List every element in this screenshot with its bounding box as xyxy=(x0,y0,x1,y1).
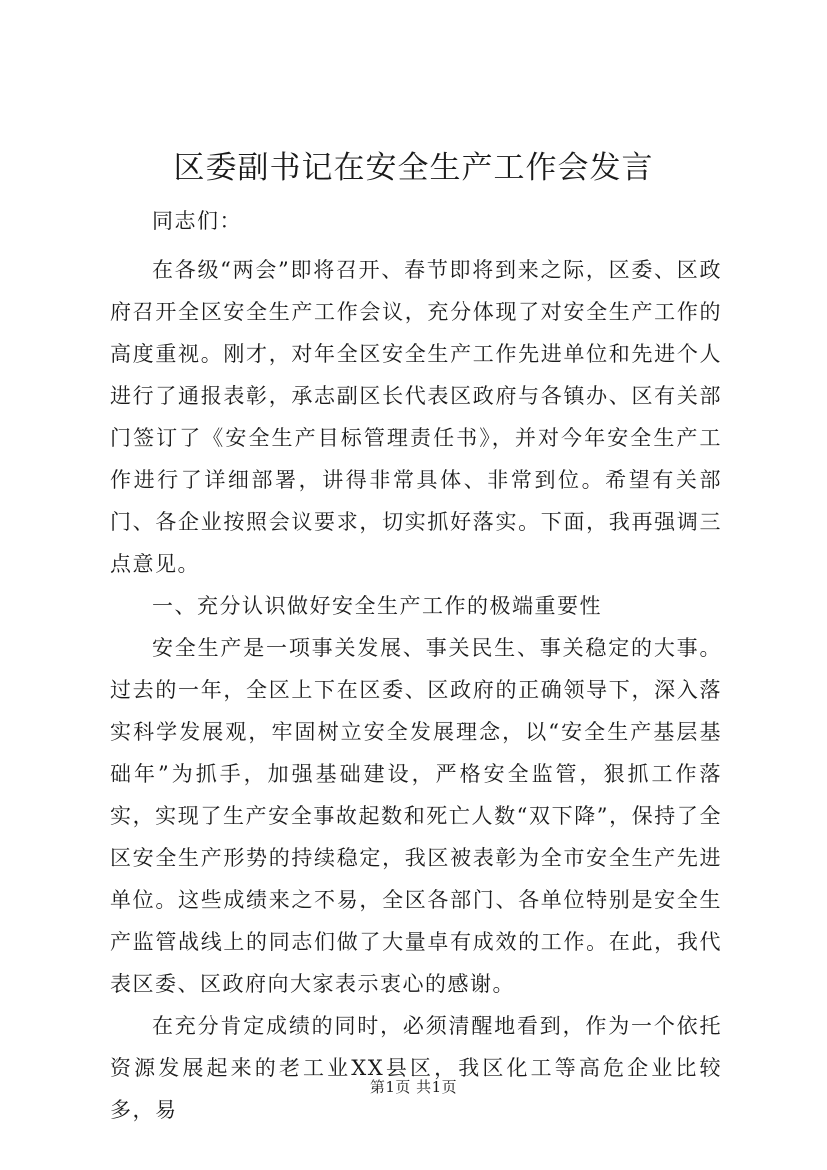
page-number-footer: 第1页 共1页 xyxy=(369,1078,458,1096)
salutation: 同志们： xyxy=(152,209,242,233)
paragraph: 在各级“两会”即将召开、春节即将到来之际，区委、区政府召开全区安全生产工作会议，充分体现了对安全生产工作的高度重视。刚才，对年全区安全生产工作先进单位和先进个人进行了通报表彰，承志副区长代表区政府与各镇办、区有关部门签订了《安全生产目标管理责任书》，并对今年安全生产工作进行了详细部署，讲得非常具体、非常到位。希望有关部门、各企业按照会议要求，切实抓好落实。下面，我再强调三点意见。 xyxy=(110,258,722,576)
document-body xyxy=(110,200,722,1131)
section-heading: 一、充分认识做好安全生产工作的极端重要性 xyxy=(152,594,602,618)
paragraph: 在充分肯定成绩的同时，必须清醒地看到，作为一个依托资源发展起来的老工业XX县区，我区化工等高危企业比较多，易 xyxy=(110,1014,722,1122)
document-title: 区委副书记在安全生产工作会发言 xyxy=(173,150,654,186)
paragraph: 安全生产是一项事关发展、事关民生、事关稳定的大事。过去的一年，全区上下在区委、区政府的正确领导下，深入落实科学发展观，牢固树立安全发展理念，以“安全生产基层基础年”为抓手，加强基础建设，严格安全监管，狠抓工作落实，实现了生产安全事故起数和死亡人数“双下降”，保持了全区安全生产形势的持续稳定，我区被表彰为全市安全生产先进单位。这些成绩来之不易，全区各部门、各单位特别是安全生产监管战线上的同志们做了大量卓有成效的工作。在此，我代表区委、区政府向大家表示衷心的感谢。 xyxy=(110,636,722,996)
